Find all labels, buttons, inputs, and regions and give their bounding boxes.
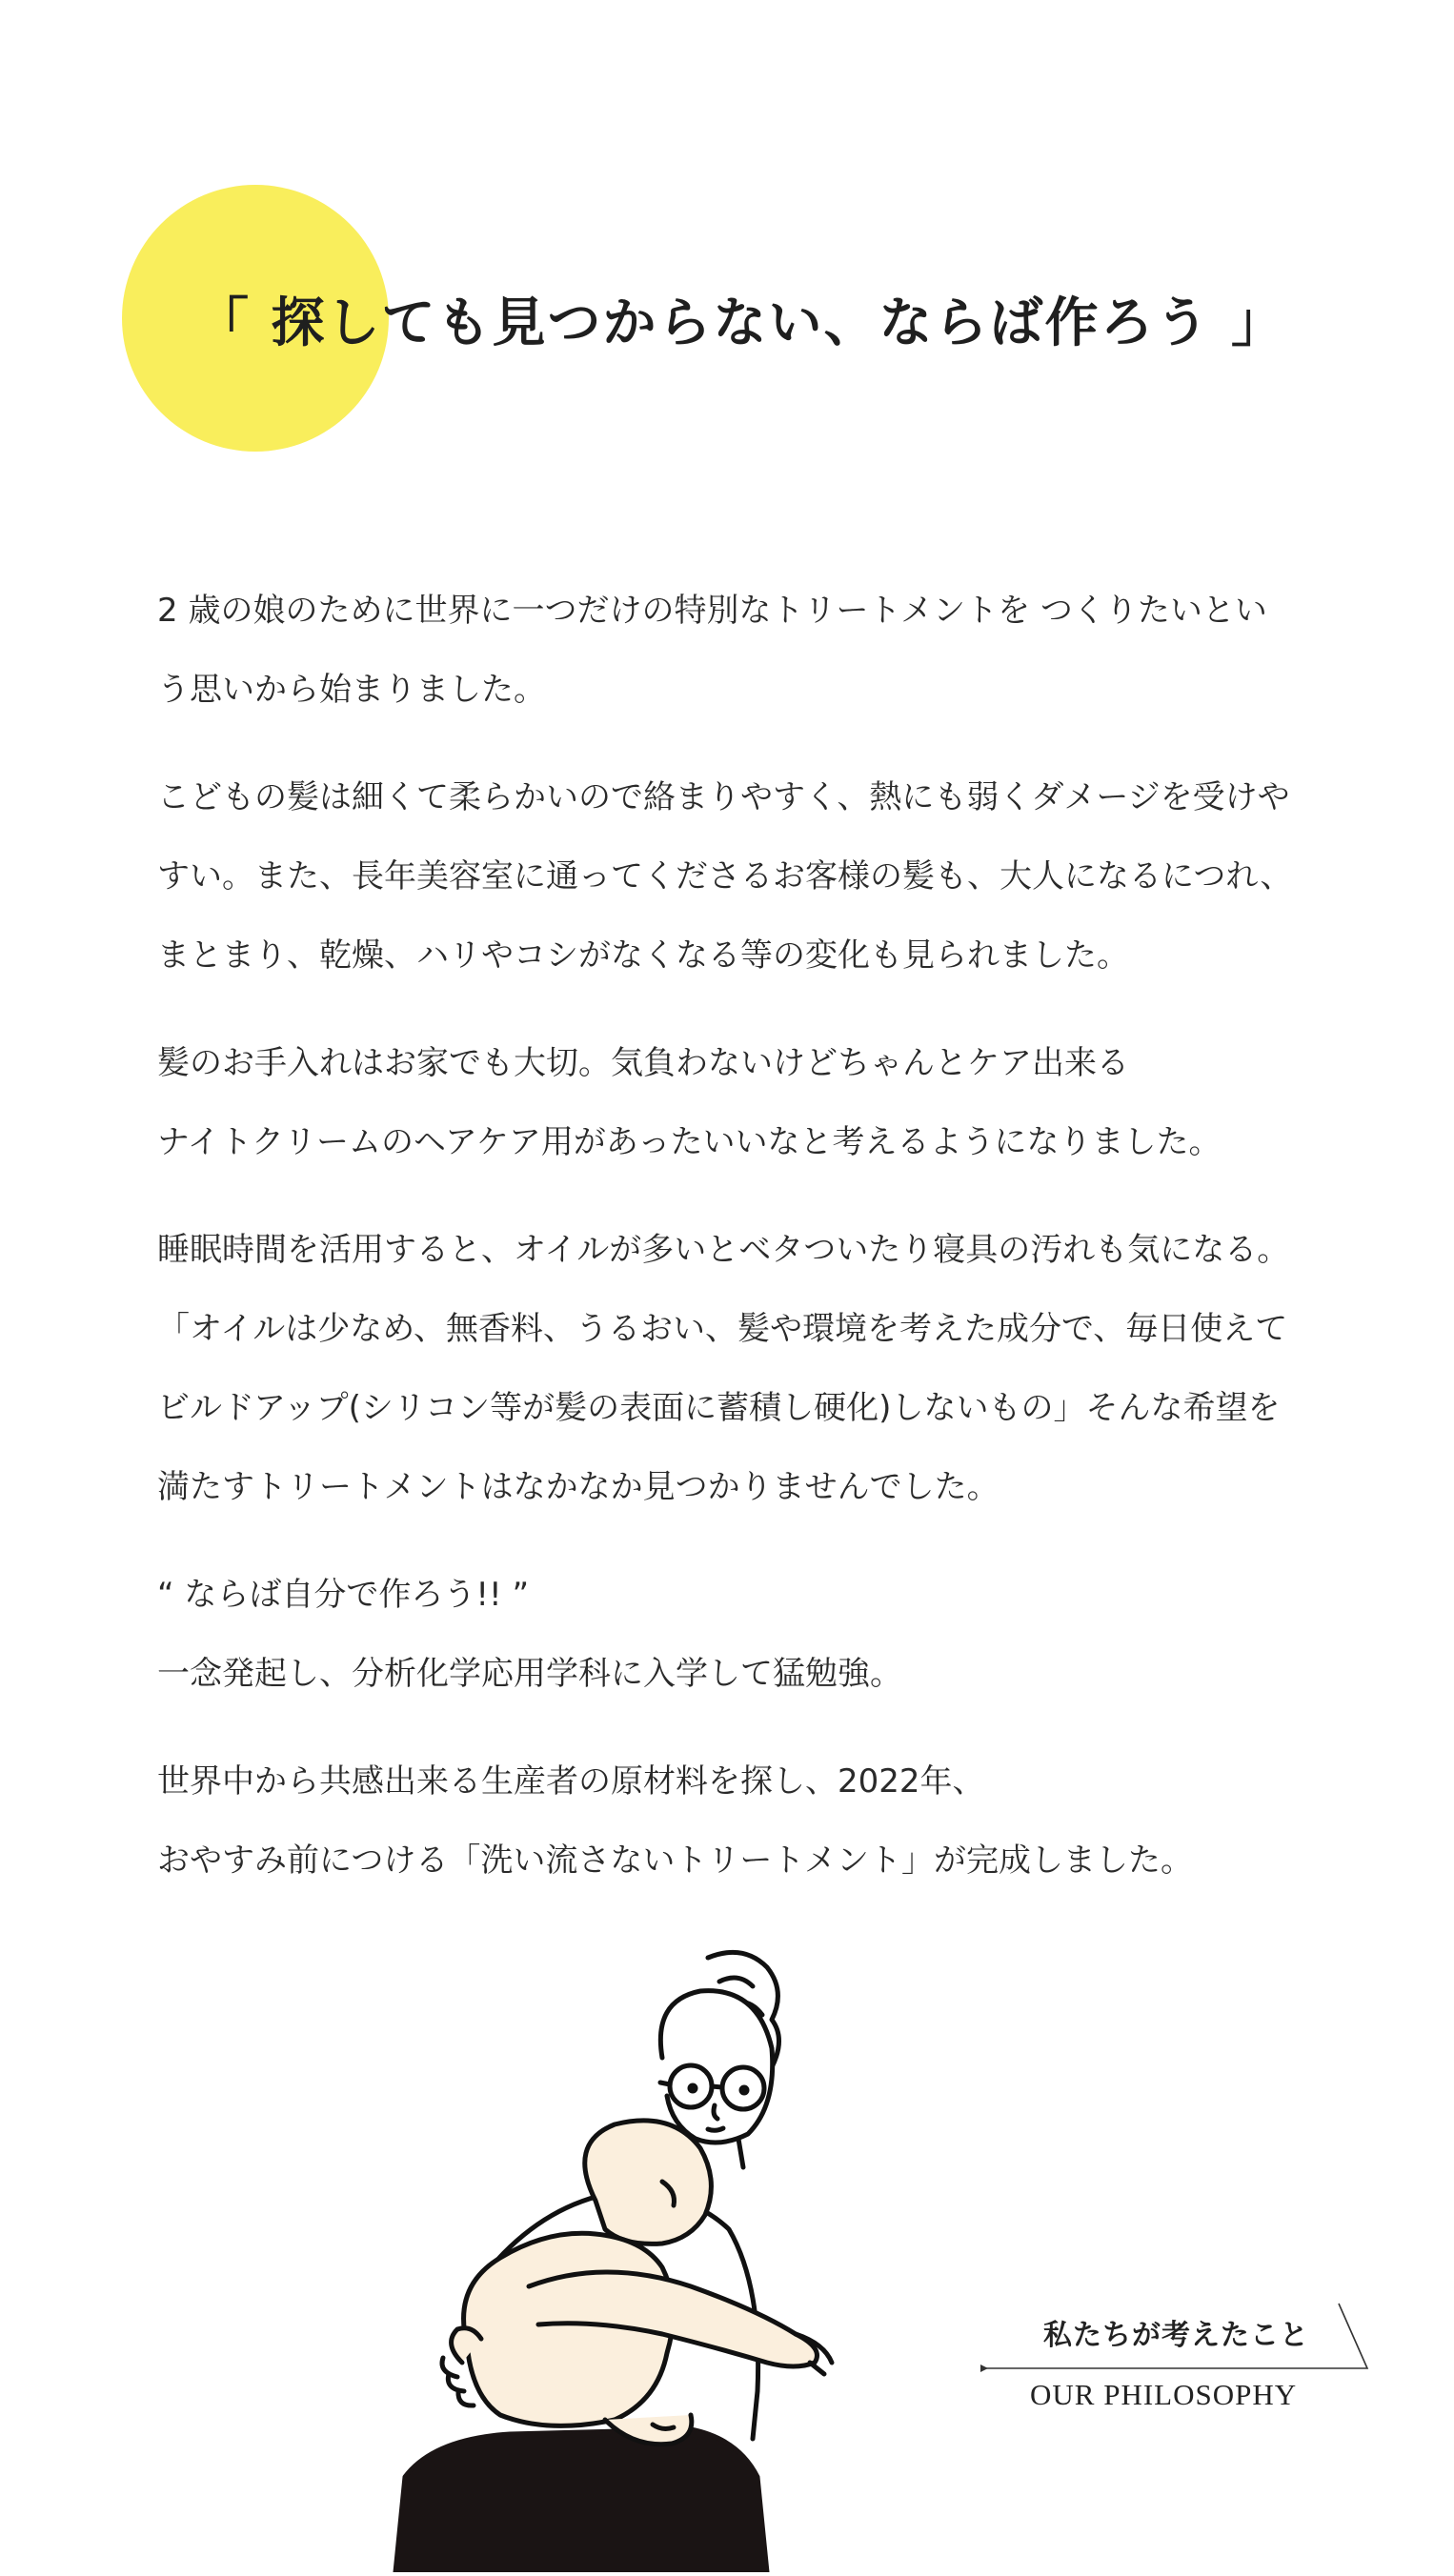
paragraph-5 xyxy=(157,1556,1348,1714)
parent-hugging-child-illustration xyxy=(376,1943,948,2572)
philosophy-body xyxy=(157,572,1348,1929)
paragraph-4 xyxy=(157,1211,1348,1527)
paragraph-line: おやすみ前につける「洗い流さないトリートメント」が完成しました。 xyxy=(157,1841,1193,1880)
paragraph-6 xyxy=(157,1742,1348,1901)
paragraph-2 xyxy=(157,758,1348,996)
paragraph-line: 髪のお手入れはお家でも大切。気負わないけどちゃんとケア出来る xyxy=(157,1044,1129,1082)
paragraph-line: ナイトクリームのヘアケア用があったいいなと考えるようになりました。 xyxy=(157,1123,1222,1161)
paragraph-line: こどもの髪は細くて柔らかいので絡まりやすく、熱にも弱くダメージを受けや xyxy=(157,778,1290,816)
paragraph-line: すい。また、長年美容室に通ってくださるお客様の髪も、大人になるにつれ、 xyxy=(157,857,1293,896)
paragraph-line: う思いから始まりました。 xyxy=(157,671,546,709)
philosophy-label xyxy=(977,2296,1386,2429)
paragraph-line: 満たすトリートメントはなかなか見つかりませんでした。 xyxy=(157,1468,1000,1506)
paragraph-line: 「オイルは少なめ、無香料、うるおい、髪や環境を考えた成分で、毎日使えて xyxy=(157,1310,1288,1348)
page-headline: 「 探しても見つからない、ならば作ろう 」 xyxy=(195,292,1286,354)
paragraph-3 xyxy=(157,1024,1348,1182)
philosophy-title-jp: 私たちが考えたこと xyxy=(1043,2319,1309,2352)
philosophy-title-en: OUR PHILOSOPHY xyxy=(1030,2378,1298,2411)
paragraph-line: 世界中から共感出来る生産者の原材料を探し、2022年、 xyxy=(157,1762,985,1801)
paragraph-line: “ ならば自分で作ろう!! ” xyxy=(157,1576,530,1614)
paragraph-line: 2 歳の娘のために世界に一つだけの特別なトリートメントを つくりたいとい xyxy=(157,592,1267,630)
paragraph-line: 一念発起し、分析化学応用学科に入学して猛勉強。 xyxy=(157,1655,902,1693)
paragraph-line: まとまり、乾燥、ハリやコシがなくなる等の変化も見られました。 xyxy=(157,936,1129,975)
paragraph-line: 睡眠時間を活用すると、オイルが多いとベタついたり寝具の汚れも気になる。 xyxy=(157,1231,1290,1269)
paragraph-line: ビルドアップ(シリコン等が髪の表面に蓄積し硬化)しないもの」そんな希望を xyxy=(157,1389,1281,1427)
paragraph-1 xyxy=(157,572,1348,730)
